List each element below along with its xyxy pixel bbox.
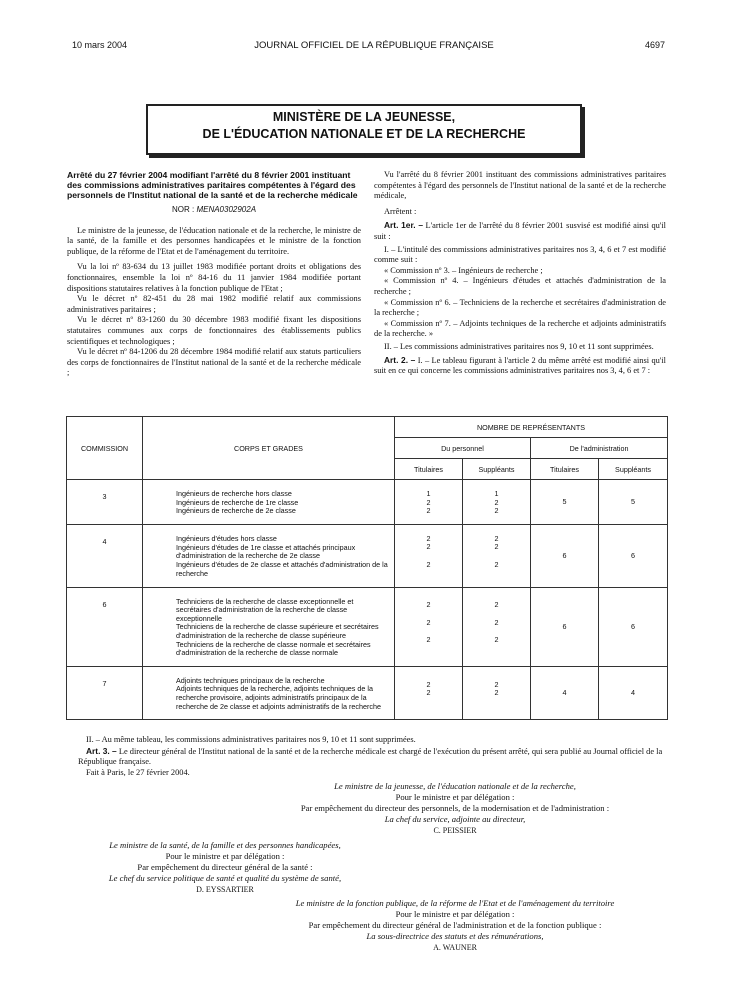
- grade-entry: Ingénieurs de recherche hors classe: [176, 489, 292, 498]
- fait-a-paris: Fait à Paris, le 27 février 2004.: [86, 767, 190, 777]
- commission-3-item: « Commission nº 3. – Ingénieurs de recherche ;: [384, 265, 543, 275]
- representative-count: 2: [426, 542, 431, 552]
- representative-count: 1: [494, 489, 499, 498]
- article-1-text: L'article 1er de l'arrêté du 8 février 2001 susvisé est modifié ainsi qu'il suit :: [374, 221, 666, 241]
- ministry-line2: DE L'ÉDUCATION NATIONALE ET DE LA RECHERCHE: [202, 127, 526, 141]
- grade-entry: Ingénieurs de recherche de 2e classe: [176, 506, 296, 516]
- grade-entry: Ingénieurs de recherche de 1re classe: [176, 497, 299, 507]
- col-header-titulaires: Titulaires: [531, 459, 599, 480]
- arretent: Arrêtent :: [384, 206, 417, 216]
- left-paragraph: Vu la loi nº 83-634 du 13 juillet 1983 modifiée portant droits et obligations des fonctionnaires, ensemble la loi nº 84-16 du 11 janvier 1984 modifiée portant dispositions statutaires relatives à la fonction publique de l'Etat ;: [67, 262, 361, 293]
- representative-count: 2: [426, 559, 431, 569]
- representatives-table: [66, 416, 668, 720]
- right-paragraph: I. – L'intitulé des commissions administratives paritaires nos 3, 4, 6 et 7 est modifié comme suit :: [374, 244, 666, 265]
- representative-count: 2: [426, 635, 431, 645]
- col-header-administration: De l'administration: [531, 438, 668, 459]
- admin-titulaires-cell: 5: [531, 480, 599, 525]
- article-1: [374, 220, 666, 242]
- admin-titulaires-cell: 6: [531, 524, 599, 587]
- article-2-label: Art. 2. –: [384, 354, 416, 365]
- col-header-suppleants: Suppléants: [599, 459, 668, 480]
- sig2-line: Par empêchement du directeur général de la santé :: [137, 862, 313, 872]
- admin-titulaires-cell: 6: [531, 587, 599, 666]
- representative-count: 2: [426, 679, 431, 689]
- signature-block-2: [60, 840, 390, 895]
- sig2-line: Le ministre de la santé, de la famille et des personnes handicapées,: [109, 840, 341, 850]
- titulaires-cell: [395, 587, 463, 666]
- grade-entry: Ingénieurs d'études de 1re classe et attachés principaux d'administration de la recherche de 2e classe: [176, 542, 356, 561]
- commission-number: 6: [67, 587, 143, 666]
- titulaires-cell: [395, 666, 463, 719]
- grade-entry: Adjoints techniques principaux de la recherche: [176, 675, 325, 685]
- suppleants-cell: [463, 666, 531, 719]
- header-page-number: 4697: [645, 40, 666, 50]
- table-row: [67, 587, 668, 666]
- table-row: [67, 524, 668, 587]
- nor-label: NOR :: [171, 205, 195, 214]
- representative-count: 2: [494, 559, 499, 569]
- article-2: [374, 355, 666, 377]
- article-3: [78, 746, 666, 768]
- sig2-line: Le chef du service politique de santé et qualité du système de santé,: [108, 873, 342, 883]
- col-header-personnel: Du personnel: [395, 438, 531, 459]
- left-paragraph: Vu le décret nº 82-451 du 28 mai 1982 modifié relatif aux commissions administratives paritaires ;: [67, 294, 361, 314]
- representative-count: 2: [494, 533, 499, 543]
- grades-cell: [143, 587, 395, 666]
- representative-count: 2: [426, 506, 431, 516]
- left-paragraph: Vu le décret nº 84-1206 du 28 décembre 1984 modifié relatif aux statuts particuliers des corps de fonctionnaires de l'Institut national de la santé et de la recherche médicale ;: [67, 347, 361, 378]
- representative-count: 2: [494, 506, 499, 516]
- left-column: [67, 170, 361, 379]
- admin-suppleants-cell: 5: [599, 480, 668, 525]
- col-header-commission: COMMISSION: [67, 417, 143, 480]
- right-column: [374, 170, 666, 377]
- right-paragraph: Vu l'arrêté du 8 février 2001 instituant des commissions administratives paritaires compétentes à l'égard des personnels de l'Institut national de la santé et de la recherche médicale,: [374, 170, 666, 201]
- left-paragraph: Vu le décret nº 83-1260 du 30 décembre 1983 modifié fixant les dispositions statutaires communes aux corps de fonctionnaires des établissements publics scientifiques et technologiques ;: [67, 315, 361, 346]
- titulaires-cell: [395, 480, 463, 525]
- sig1-line: La chef du service, adjointe au directeur,: [384, 814, 526, 824]
- grades-cell: [143, 524, 395, 587]
- admin-suppleants-cell: 6: [599, 587, 668, 666]
- col-header-nombre: NOMBRE DE REPRÉSENTANTS: [395, 417, 668, 438]
- table-row: [67, 480, 668, 525]
- commission-7-item: « Commission nº 7. – Adjoints techniques de la recherche et adjoints administratifs de la recherche. »: [374, 318, 666, 339]
- representative-count: 2: [426, 688, 431, 698]
- grade-entry: Techniciens de la recherche de classe exceptionnelle et secrétaires d'administration de la recherche de classe exceptionnelle: [176, 596, 354, 623]
- sig1-line: Par empêchement du directeur des personnels, de la modernisation et de l'administration :: [300, 803, 610, 813]
- representative-count: 2: [494, 600, 499, 610]
- signature-block-1: [240, 781, 670, 836]
- right-paragraph: II. – Les commissions administratives paritaires nos 9, 10 et 11 sont supprimées.: [384, 341, 654, 351]
- commission-number: 7: [67, 666, 143, 719]
- ministry-box: [146, 104, 582, 155]
- left-paragraph: Le ministre de la jeunesse, de l'éducation nationale et de la recherche, le ministre de la santé, de la famille et des personnes handicapées et le ministre de la fonction publique, de la réforme de l'Etat et de l'aménagement du territoire.: [67, 225, 361, 256]
- sig3-line: Par empêchement du directeur général de l'administration et de la fonction publique :: [308, 920, 602, 930]
- commission-6-item: « Commission nº 6. – Techniciens de la recherche et secrétaires d'administration de la recherche ;: [374, 297, 666, 318]
- grades-cell: [143, 480, 395, 525]
- representative-count: 2: [494, 679, 499, 689]
- article-3-text: Le directeur général de l'Institut national de la santé et de la recherche médicale est chargé de l'exécution du présent arrêté, qui sera publié au Journal officiel de la République française.: [78, 746, 663, 767]
- commission-number: 4: [67, 524, 143, 587]
- article-3-label: Art. 3. –: [86, 745, 117, 756]
- ministry-line1: MINISTÈRE DE LA JEUNESSE,: [272, 110, 456, 124]
- grade-entry: Techniciens de la recherche de classe normale et secrétaires d'administration de la recherche de classe normale: [176, 639, 371, 658]
- sig1-name: C. PEISSIER: [433, 826, 477, 835]
- suppleants-cell: [463, 524, 531, 587]
- table-row: [67, 666, 668, 719]
- grade-entry: Adjoints techniques de la recherche, adjoints techniques de la recherche provisoire, adjoints administratifs principaux de la recherche de 2e classe et adjoints administratifs de la recherche: [176, 684, 381, 711]
- admin-suppleants-cell: 6: [599, 524, 668, 587]
- representative-count: 2: [494, 688, 499, 698]
- admin-titulaires-cell: 4: [531, 666, 599, 719]
- nor-value: MENA0302902A: [196, 205, 257, 214]
- col-header-suppleants: Suppléants: [463, 459, 531, 480]
- representative-count: 2: [426, 617, 431, 627]
- commission-4-item: « Commission nº 4. – Ingénieurs d'études et attachés d'administration de la recherche ;: [374, 276, 666, 296]
- sig2-line: Pour le ministre et par délégation :: [165, 851, 285, 861]
- grade-entry: Ingénieurs d'études de 2e classe et attachés d'administration de la recherche: [176, 559, 388, 578]
- sig3-line: La sous-directrice des statuts et des rémunérations,: [366, 931, 544, 941]
- sig1-line: Le ministre de la jeunesse, de l'éducation nationale et de la recherche,: [334, 781, 576, 791]
- sig3-line: Pour le ministre et par délégation :: [395, 909, 515, 919]
- sig3-line: Le ministre de la fonction publique, de la réforme de l'Etat et de l'aménagement du territoire: [295, 898, 615, 908]
- grade-entry: Ingénieurs d'études hors classe: [176, 534, 277, 544]
- sig3-name: A. WAUNER: [433, 943, 477, 952]
- bottom-text: [78, 735, 666, 778]
- header-journal: JOURNAL OFFICIEL DE LA RÉPUBLIQUE FRANÇAISE: [254, 40, 494, 51]
- representative-count: 2: [426, 497, 431, 507]
- titulaires-cell: [395, 524, 463, 587]
- article-1-label: Art. 1er. –: [384, 220, 423, 231]
- representative-count: 2: [426, 600, 431, 610]
- grade-entry: Techniciens de la recherche de classe supérieure et secrétaires d'administration de la recherche de classe supérieure: [176, 622, 379, 640]
- representative-count: 2: [494, 542, 499, 552]
- commission-number: 3: [67, 480, 143, 525]
- nor-reference: [67, 205, 361, 216]
- representative-count: 2: [426, 533, 431, 543]
- representative-count: 2: [494, 617, 499, 627]
- arrete-title: Arrêté du 27 février 2004 modifiant l'arrêté du 8 février 2001 instituant des commissions administratives paritaires compétentes à l'égard des personnels de l'Institut national de la santé et de la recherche médicale: [67, 170, 358, 200]
- sig1-line: Pour le ministre et par délégation :: [395, 792, 515, 802]
- col-header-titulaires: Titulaires: [395, 459, 463, 480]
- sig2-name: D. EYSSARTIER: [196, 885, 254, 894]
- suppleants-cell: [463, 587, 531, 666]
- grades-cell: [143, 666, 395, 719]
- header-date: 10 mars 2004: [72, 40, 128, 50]
- representative-count: 2: [494, 635, 499, 645]
- representative-count: 1: [426, 489, 431, 498]
- article-2-text: I. – Le tableau figurant à l'article 2 du même arrêté est modifié ainsi qu'il suit en ce qui concerne les commissions administratives paritaires nos 3, 4, 6 et 7 :: [374, 355, 666, 376]
- representative-count: 2: [494, 497, 499, 507]
- admin-suppleants-cell: 4: [599, 666, 668, 719]
- signature-block-3: [230, 898, 680, 953]
- suppleants-cell: [463, 480, 531, 525]
- bottom-paragraph-ii: II. – Au même tableau, les commissions administratives paritaires nos 9, 10 et 11 sont supprimées.: [86, 735, 416, 744]
- col-header-corps: CORPS ET GRADES: [143, 417, 395, 480]
